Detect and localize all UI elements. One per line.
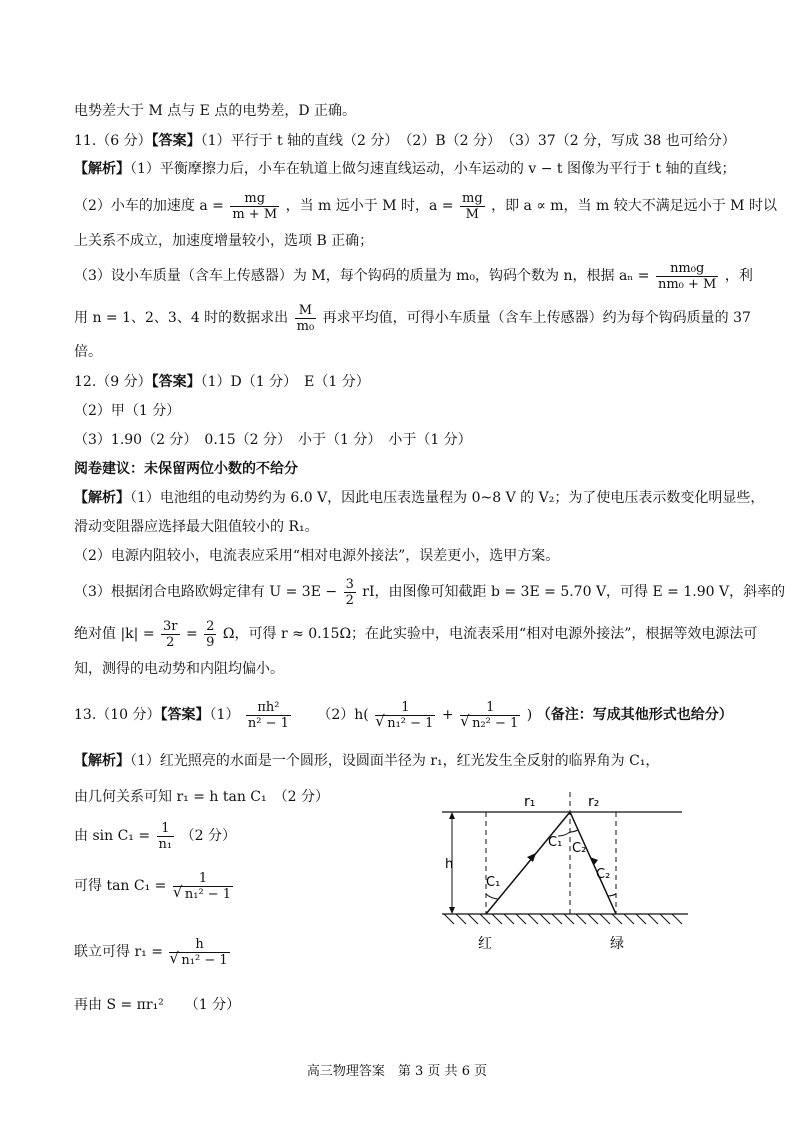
analysis-label: 【解析】 xyxy=(74,753,130,769)
fraction xyxy=(161,619,180,650)
numerator: πh² xyxy=(246,700,291,716)
q12-analysis-4 xyxy=(74,614,757,654)
analysis-text: （2）小车的加速度 a = xyxy=(74,198,224,214)
answer-text: （1）D（1 分） E（1 分） xyxy=(200,374,370,390)
fraction xyxy=(295,303,317,334)
q11-analysis-3 xyxy=(74,256,753,296)
sqrt-term: √ n₁² − 1 xyxy=(385,715,433,731)
q13-analysis-6: 再由 S = πr₁² （1 分） xyxy=(74,997,241,1013)
analysis-text: 可得 tan C₁ = xyxy=(74,878,167,894)
label-c1: C₁ xyxy=(486,875,501,890)
q12-answer-3: （3）1.90（2 分） 0.15（2 分） 小于（1 分） 小于（1 分） xyxy=(74,432,472,448)
fraction xyxy=(204,619,216,650)
question-number: 11.（6 分） xyxy=(74,133,152,149)
fraction xyxy=(460,191,485,222)
label-red: 红 xyxy=(478,936,492,952)
q11-answer-line xyxy=(74,132,736,150)
fraction xyxy=(656,261,718,292)
q11-analysis-2 xyxy=(74,186,777,226)
sqrt-term: √ n₁² − 1 xyxy=(183,886,231,902)
angle-arc xyxy=(570,830,578,832)
denominator: m + M xyxy=(232,206,278,222)
analysis-text: （3）根据闭合电路欧姆定律有 U = 3E − xyxy=(74,584,338,600)
analysis-text: ，即 a ∝ m，当 m 较大不满足远小于 M 时以 xyxy=(491,198,777,214)
answer-label: 【答案】 xyxy=(151,374,201,390)
arrow-head-down xyxy=(449,907,455,914)
q12-analysis-1 xyxy=(74,489,764,507)
analysis-text: ，利 xyxy=(724,268,753,284)
q12-answer-2: （2）甲（1 分） xyxy=(74,403,181,419)
fraction xyxy=(230,191,279,222)
analysis-label: 【解析】 xyxy=(74,161,130,177)
analysis-text: 联立可得 r₁ = xyxy=(74,944,163,960)
q11-analysis-3b xyxy=(74,298,751,338)
fraction xyxy=(157,821,175,852)
q11-analysis-3c: 倍。 xyxy=(74,344,102,360)
label-h: h xyxy=(445,857,454,872)
denominator: 2 xyxy=(166,634,175,650)
plus-sign: + xyxy=(441,707,454,723)
q13-analysis-5 xyxy=(74,932,232,972)
numerator: M xyxy=(295,303,317,319)
analysis-text: （2 分） xyxy=(180,828,236,844)
q12-analysis-3 xyxy=(74,572,785,612)
analysis-text: 绝对值 |k| = xyxy=(74,626,155,642)
q12-answer-line xyxy=(74,373,370,391)
fraction xyxy=(173,871,233,902)
numerator: mg xyxy=(230,191,279,207)
analysis-text: Ω，可得 r ≈ 0.15Ω；在此实验中，电流表采用“相对电源外接法”，根据等效电源法可 xyxy=(222,626,758,642)
answer-text: （1）平行于 t 轴的直线（2 分） （2）B（2 分） （3）37（2 分，写成 38 也可给分） xyxy=(200,133,736,149)
fraction xyxy=(246,700,291,731)
fraction xyxy=(169,937,229,968)
analysis-text: 用 n = 1、2、3、4 时的数据求出 xyxy=(74,310,289,326)
numerator: mg xyxy=(462,190,483,206)
grading-note: 阅卷建议：未保留两位小数的不给分 xyxy=(74,461,298,477)
label-r1: r₁ xyxy=(524,794,536,810)
fraction xyxy=(375,700,435,731)
label-c2: C₂ xyxy=(572,841,587,856)
q13-analysis-3 xyxy=(74,816,236,856)
analysis-text: 由 sin C₁ = xyxy=(74,828,151,844)
denominator: 2 xyxy=(345,592,354,608)
denominator: n² − 1 xyxy=(247,715,289,731)
answer-note: （备注：写成其他形式也给分） xyxy=(536,707,733,723)
arrow-head-up xyxy=(449,812,455,819)
q12-analysis-5: 知，测得的电动势和内阻均偏小。 xyxy=(74,661,284,677)
label-c1: C₁ xyxy=(548,835,563,850)
answer-label: 【答案】 xyxy=(160,707,210,723)
label-green: 绿 xyxy=(610,936,624,952)
equals-sign: = xyxy=(185,626,198,642)
q13-analysis-2: 由几何关系可知 r₁ = h tan C₁ （2 分） xyxy=(74,789,329,805)
angle-arc xyxy=(486,894,498,899)
question-number: 12.（9 分） xyxy=(74,374,152,390)
numerator: 1 xyxy=(375,700,435,716)
q12-analysis-1b: 滑动变阻器应选择最大阻值较小的 R₁。 xyxy=(74,519,319,535)
q11-analysis-1 xyxy=(74,160,736,178)
fraction xyxy=(344,577,356,608)
sqrt-term: √ n₁² − 1 xyxy=(179,952,227,968)
denominator: nm₀ + M xyxy=(657,276,717,292)
answer-text: （2）h( xyxy=(317,707,369,723)
q13-analysis-4 xyxy=(74,866,235,906)
page-footer: 高三物理答案 第 3 页 共 6 页 xyxy=(306,1064,488,1079)
label-c2: C₂ xyxy=(596,867,611,882)
denominator: M xyxy=(465,206,479,222)
analysis-label: 【解析】 xyxy=(74,490,130,506)
green-ray-arrow xyxy=(590,857,598,865)
numerator: h xyxy=(169,937,229,953)
refraction-diagram xyxy=(436,786,696,956)
q13-analysis-1 xyxy=(74,752,659,770)
denominator xyxy=(173,887,233,902)
analysis-text: （1）电池组的电动势约为 6.0 V，因此电压表选量程为 0~8 V 的 V₂；为了使电压表示数变化明显些， xyxy=(130,490,765,506)
angle-arc xyxy=(608,894,616,896)
denominator xyxy=(169,953,229,968)
analysis-text: （1）红光照亮的水面是一个圆形，设圆面半径为 r₁，红光发生全反射的临界角为 C₁， xyxy=(130,753,660,769)
q11-analysis-2b: 上关系不成立，加速度增量较小，选项 B 正确； xyxy=(74,233,374,249)
label-r2: r₂ xyxy=(588,794,600,810)
numerator: 1 xyxy=(460,700,520,716)
text-line: 电势差大于 M 点与 E 点的电势差，D 正确。 xyxy=(74,103,357,119)
red-light-ray xyxy=(486,812,570,914)
fraction xyxy=(460,700,520,731)
numerator: 2 xyxy=(206,618,215,634)
bottom-hatching xyxy=(444,914,682,924)
sqrt-term: √ n₂² − 1 xyxy=(470,715,518,731)
answer-label: 【答案】 xyxy=(151,133,201,149)
denominator: n₁ xyxy=(158,836,173,852)
numerator: 1 xyxy=(157,821,175,837)
numerator: 1 xyxy=(173,871,233,887)
analysis-text: rI，由图像可知截距 b = 3E = 5.70 V，可得 E = 1.90 V，斜率的 xyxy=(362,584,786,600)
red-ray-arrow xyxy=(527,853,536,862)
numerator: 3r xyxy=(163,618,178,634)
q13-answer-line xyxy=(74,694,733,736)
denominator: m₀ xyxy=(296,318,315,334)
answer-text: （1） xyxy=(209,707,240,723)
answer-text: ) xyxy=(526,707,533,723)
numerator: 3 xyxy=(345,576,354,592)
denominator xyxy=(460,716,520,731)
numerator: nm₀g xyxy=(656,261,718,277)
analysis-text: ，当 m 远小于 M 时，a = xyxy=(285,198,454,214)
analysis-text: （1）平衡摩擦力后，小车在轨道上做匀速直线运动，小车运动的 v − t 图像为平行于 t 轴的直线； xyxy=(130,161,736,177)
q12-analysis-2: （2）电源内阻较小，电流表应采用“相对电源外接法”，误差更小，选甲方案。 xyxy=(74,548,560,564)
denominator xyxy=(375,716,435,731)
analysis-text: （3）设小车质量（含车上传感器）为 M，每个钩码的质量为 m₀，钩码个数为 n，根据 aₙ = xyxy=(74,268,650,284)
question-number: 13.（10 分） xyxy=(74,707,161,723)
denominator: 9 xyxy=(206,634,215,650)
analysis-text: 再求平均值，可得小车质量（含车上传感器）约为每个钩码质量的 37 xyxy=(322,310,751,326)
